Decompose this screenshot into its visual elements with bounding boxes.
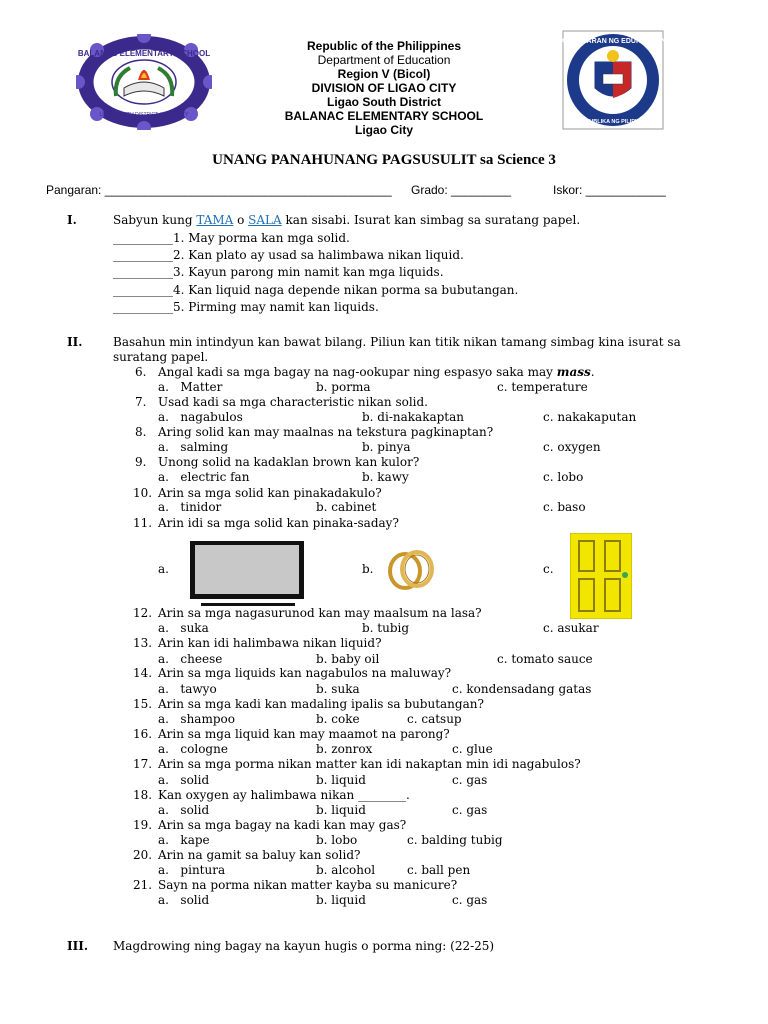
question-number: 11.: [133, 516, 153, 530]
question-text: Arin sa mga liquid kan may maamot na parong?: [158, 727, 450, 741]
choice-a-text: nagabulos: [180, 410, 243, 424]
choice-c: c. ball pen: [407, 863, 471, 877]
door-image: [570, 533, 632, 622]
choice-c: c. kondensadang gatas: [452, 682, 592, 696]
choice-a-text: solid: [180, 773, 210, 787]
choice-a: [158, 742, 228, 756]
question-number: 19.: [133, 818, 153, 832]
earrings-image: [385, 543, 437, 598]
choice-a: [158, 712, 235, 726]
choice-a-prefix: a.: [158, 470, 169, 484]
part1-item-1: __________1. May porma kan mga solid.: [113, 231, 350, 245]
q6-post: .: [590, 365, 595, 379]
choice-b: b. liquid: [316, 893, 366, 907]
part1-instr-o: o: [233, 213, 249, 227]
question-number: 15.: [133, 697, 153, 711]
part1-item-4: __________4. Kan liquid naga depende nikan porma sa bubutangan.: [113, 283, 519, 297]
choice-a: [158, 652, 222, 666]
choice-a: [158, 773, 209, 787]
choice-c: c. gas: [452, 773, 488, 787]
part1-item-3: __________3. Kayun parong min namit kan mga liquids.: [113, 265, 444, 279]
choice-a: [158, 500, 221, 514]
choice-a: [158, 380, 222, 394]
choice-a-prefix: a.: [158, 440, 169, 454]
choice-c: c. balding tubig: [407, 833, 503, 847]
choice-a-prefix: a.: [158, 500, 169, 514]
question-number: 16.: [133, 727, 153, 741]
pic-choice-a-label: a.: [158, 562, 169, 576]
question-text: Unong solid na kadaklan brown kan kulor?: [158, 455, 420, 469]
choice-b: b. baby oil: [316, 652, 380, 666]
choice-a-prefix: a.: [158, 803, 169, 817]
choice-b: b. suka: [316, 682, 360, 696]
question-text: Arin sa mga kadi kan madaling ipalis sa bubutangan?: [158, 697, 484, 711]
question-text: Kan oxygen ay halimbawa nikan ________.: [158, 788, 410, 802]
choice-a: [158, 893, 209, 907]
choice-a-text: tinidor: [180, 500, 222, 514]
choice-b: b. liquid: [316, 803, 366, 817]
question-number: 10.: [133, 486, 153, 500]
q6-text: Angal kadi sa mga bagay na nag-ookupar ning espasyo saka may: [158, 365, 557, 379]
choice-c: c. baso: [543, 500, 586, 514]
pic-choice-b-label: b.: [362, 562, 374, 576]
part1-item-5: __________5. Pirming may namit kan liquids.: [113, 300, 379, 314]
choice-b: b. alcohol: [316, 863, 376, 877]
question-text: Arin sa mga liquids kan nagabulos na maluway?: [158, 666, 452, 680]
choice-c: c. catsup: [407, 712, 462, 726]
question-text: Arin sa mga bagay na kadi kan may gas?: [158, 818, 407, 832]
choice-a-prefix: a.: [158, 410, 169, 424]
choice-a-prefix: a.: [158, 682, 169, 696]
question-number: 9.: [135, 455, 147, 469]
choice-b: b. coke: [316, 712, 360, 726]
question-text: Arin sa mga porma nikan matter kan idi nakaptan min idi nagabulos?: [158, 757, 581, 771]
header-region: Region V (Bicol): [337, 67, 431, 81]
question-text: Arin sa mga solid kan pinakadakulo?: [158, 486, 382, 500]
choice-a-text: solid: [180, 803, 210, 817]
choice-a-prefix: a.: [158, 773, 169, 787]
choice-b: b. di-nakakaptan: [362, 410, 465, 424]
question-number: 6.: [135, 365, 147, 379]
question-text: Arin sa mga nagasurunod kan may maalsum na lasa?: [158, 606, 482, 620]
choice-c: c. temperature: [497, 380, 588, 394]
school-logo: [76, 34, 212, 130]
grade-field[interactable]: Grado: _________: [411, 183, 512, 197]
choice-a-prefix: a.: [158, 652, 169, 666]
choice-b: b. lobo: [316, 833, 358, 847]
choice-c: c. glue: [452, 742, 493, 756]
choice-a-prefix: a.: [158, 893, 169, 907]
question-number: 18.: [133, 788, 153, 802]
choice-b: b. zonrox: [316, 742, 373, 756]
question-number: 13.: [133, 636, 153, 650]
pic-choice-c-label: c.: [543, 562, 554, 576]
monitor-image: [189, 540, 307, 611]
part3-number: III.: [67, 939, 89, 953]
choice-a-prefix: a.: [158, 380, 169, 394]
part2-instruction-2: suratang papel.: [113, 350, 209, 364]
choice-a: [158, 803, 209, 817]
deped-seal-subtext: REPUBLIKA NG PILIPINAS: [577, 119, 649, 125]
question-text: Usad kadi sa mga characteristic nikan solid.: [158, 395, 428, 409]
choice-b: b. cabinet: [316, 500, 377, 514]
choice-a-text: tawyo: [180, 682, 217, 696]
choice-b: b. liquid: [316, 773, 366, 787]
choice-a-text: solid: [180, 893, 210, 907]
header-division: DIVISION OF LIGAO CITY: [311, 81, 457, 95]
exam-title: UNANG PANAHUNANG PAGSUSULIT sa Science 3: [212, 152, 556, 168]
choice-c: c. tomato sauce: [497, 652, 593, 666]
choice-b: b. pinya: [362, 440, 411, 454]
choice-c: c. gas: [452, 803, 488, 817]
header-district: Ligao South District: [327, 95, 441, 109]
choice-a-text: Matter: [180, 380, 223, 394]
header-republic: Republic of the Philippines: [306, 39, 461, 53]
part1-instruction: [113, 213, 580, 227]
part1-instr-a: Sabyun kung: [113, 213, 197, 227]
sala-link[interactable]: SALA: [248, 213, 282, 227]
choice-a: [158, 440, 228, 454]
choice-a-text: cologne: [180, 742, 228, 756]
choice-a: [158, 833, 210, 847]
q6-mass: mass: [556, 365, 591, 379]
choice-c: c. oxygen: [543, 440, 601, 454]
choice-c: c. lobo: [543, 470, 584, 484]
choice-c: c. gas: [452, 893, 488, 907]
choice-b: b. tubig: [362, 621, 410, 635]
choice-a-prefix: a.: [158, 712, 169, 726]
question-number: 14.: [133, 666, 153, 680]
choice-c: c. asukar: [543, 621, 599, 635]
question-text: [158, 365, 595, 379]
question-text: Aring solid kan may maalnas na tekstura pagkinaptan?: [158, 425, 494, 439]
question-number: 17.: [133, 757, 153, 771]
question-number: 20.: [133, 848, 153, 862]
tama-link[interactable]: TAMA: [196, 213, 234, 227]
question-number: 8.: [135, 425, 147, 439]
choice-a-prefix: a.: [158, 742, 169, 756]
choice-a: [158, 410, 243, 424]
part1-item-2: __________2. Kan plato ay usad sa halimbawa nikan liquid.: [113, 248, 464, 262]
deped-seal-text: KAGAWARAN NG EDUKASYON: [562, 38, 664, 45]
question-number: 21.: [133, 878, 153, 892]
choice-a: [158, 470, 249, 484]
part3-instruction: Magdrowing ning bagay na kayun hugis o porma ning: (22-25): [113, 939, 495, 953]
question-text: Arin idi sa mga solid kan pinaka-saday?: [158, 516, 399, 530]
school-logo-text: BALANAC ELEMENTARY SCHOOL: [77, 49, 211, 58]
choice-a-text: salming: [180, 440, 229, 454]
part1-number: I.: [67, 213, 77, 227]
choice-a-prefix: a.: [158, 621, 169, 635]
choice-a-text: shampoo: [180, 712, 235, 726]
question-text: Arin na gamit sa baluy kan solid?: [158, 848, 361, 862]
header-city: Ligao City: [354, 123, 413, 137]
choice-a: [158, 682, 217, 696]
school-logo-subtext: LIGAO SOUTH DISTRICT, LIGAO CITY: [99, 112, 189, 118]
choice-a: [158, 621, 209, 635]
part1-instr-b: kan sisabi. Isurat kan simbag sa suratang papel.: [281, 213, 581, 227]
choice-c: c. nakakaputan: [543, 410, 637, 424]
choice-a-prefix: a.: [158, 833, 169, 847]
question-number: 12.: [133, 606, 153, 620]
score-field[interactable]: Iskor: ____________: [553, 183, 666, 197]
choice-a-text: electric fan: [180, 470, 250, 484]
choice-a-text: pintura: [180, 863, 226, 877]
question-number: 7.: [135, 395, 147, 409]
header-school: BALANAC ELEMENTARY SCHOOL: [284, 109, 484, 123]
choice-a-prefix: a.: [158, 863, 169, 877]
question-text: Sayn na porma nikan matter kayba su manicure?: [158, 878, 458, 892]
header-department: Department of Education: [317, 53, 451, 67]
part2-instruction-1: Basahun min intindyun kan bawat bilang. Piliun kan titik nikan tamang simbag kina isurat sa: [113, 335, 681, 349]
choice-b: b. porma: [316, 380, 371, 394]
choice-b: b. kawy: [362, 470, 409, 484]
question-text: Arin kan idi halimbawa nikan liquid?: [158, 636, 382, 650]
choice-a-text: cheese: [180, 652, 223, 666]
name-field[interactable]: Pangaran: ___________________________________________: [46, 183, 392, 197]
part2-number: II.: [67, 335, 83, 349]
deped-seal: [562, 30, 664, 130]
choice-a-text: kape: [180, 833, 210, 847]
choice-a: [158, 863, 225, 877]
choice-a-text: suka: [180, 621, 209, 635]
